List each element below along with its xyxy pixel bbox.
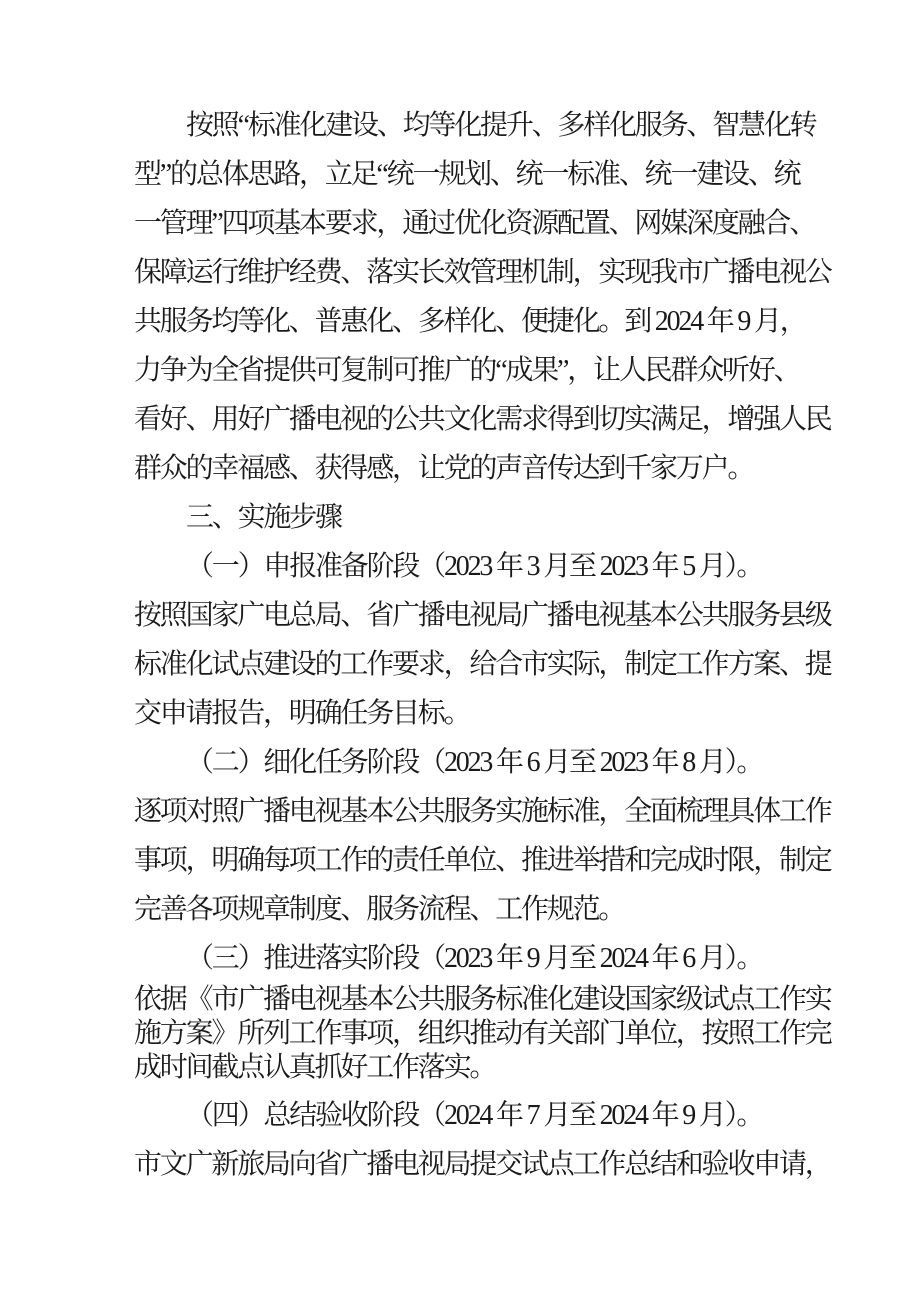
text-line: 施方案》所列工作事项，组织推动有关部门单位，按照工作完: [134, 1018, 831, 1049]
stage-4-summary-acceptance-paragraph: [134, 1091, 834, 1189]
text-line: 按照国家广电总局、省广播电视局广播电视基本公共服务县级: [134, 600, 831, 631]
section-heading-implementation-steps: [134, 493, 834, 542]
text-line: 一管理”四项基本要求，通过优化资源配置、网媒深度融合、: [134, 208, 816, 239]
text-line: 三、实施步骤: [186, 502, 341, 533]
text-line: （一）申报准备阶段（2023 年 3 月至 2023 年 5 月）。: [186, 551, 763, 582]
stage-3-implementation-paragraph: [134, 934, 834, 1085]
text-line: 标准化试点建设的工作要求，给合市实际，制定工作方案、提: [134, 649, 831, 680]
text-line: 成时间截点认真抓好工作落实。: [134, 1052, 496, 1083]
text-line: 力争为全省提供可复制可推广的“成果”，让人民群众听好、: [134, 355, 800, 386]
text-line: 逐项对照广播电视基本公共服务实施标准，全面梳理具体工作: [134, 796, 831, 827]
text-line: （二）细化任务阶段（2023 年 6 月至 2023 年 8 月）。: [186, 747, 763, 778]
document-body: [134, 101, 834, 1189]
text-line: 保障运行维护经费、落实长效管理机制，实现我市广播电视公: [134, 257, 831, 288]
text-line: 事项，明确每项工作的责任单位、推进举措和完成时限，制定: [134, 845, 831, 876]
stage-1-application-preparation-paragraph: [134, 542, 834, 738]
text-line: （三）推进落实阶段（2023 年 9 月至 2024 年 6 月）。: [186, 943, 763, 974]
text-line: 按照“标准化建设、均等化提升、多样化服务、智慧化转: [186, 110, 816, 141]
text-line: 依据《市广播电视基本公共服务标准化建设国家级试点工作实: [134, 984, 831, 1015]
text-line: 群众的幸福感、获得感，让党的声音传达到千家万户。: [134, 453, 754, 484]
text-line: （四）总结验收阶段（2024 年 7 月至 2024 年 9 月）。: [186, 1100, 763, 1131]
overall-approach-paragraph: [134, 101, 834, 493]
text-line: 交申请报告，明确任务目标。: [134, 698, 470, 729]
text-line: 完善各项规章制度、服务流程、工作规范。: [134, 894, 625, 925]
stage-2-task-refinement-paragraph: [134, 738, 834, 934]
text-line: 看好、用好广播电视的公共文化需求得到切实满足，增强人民: [134, 404, 831, 435]
text-line: 共服务均等化、普惠化、多样化、便捷化。到 2024 年 9 月，: [134, 306, 806, 337]
text-line: 市文广新旅局向省广播电视局提交试点工作总结和验收申请，: [134, 1149, 831, 1180]
text-line: 型”的总体思路，立足“统一规划、统一标准、统一建设、统: [134, 159, 800, 190]
